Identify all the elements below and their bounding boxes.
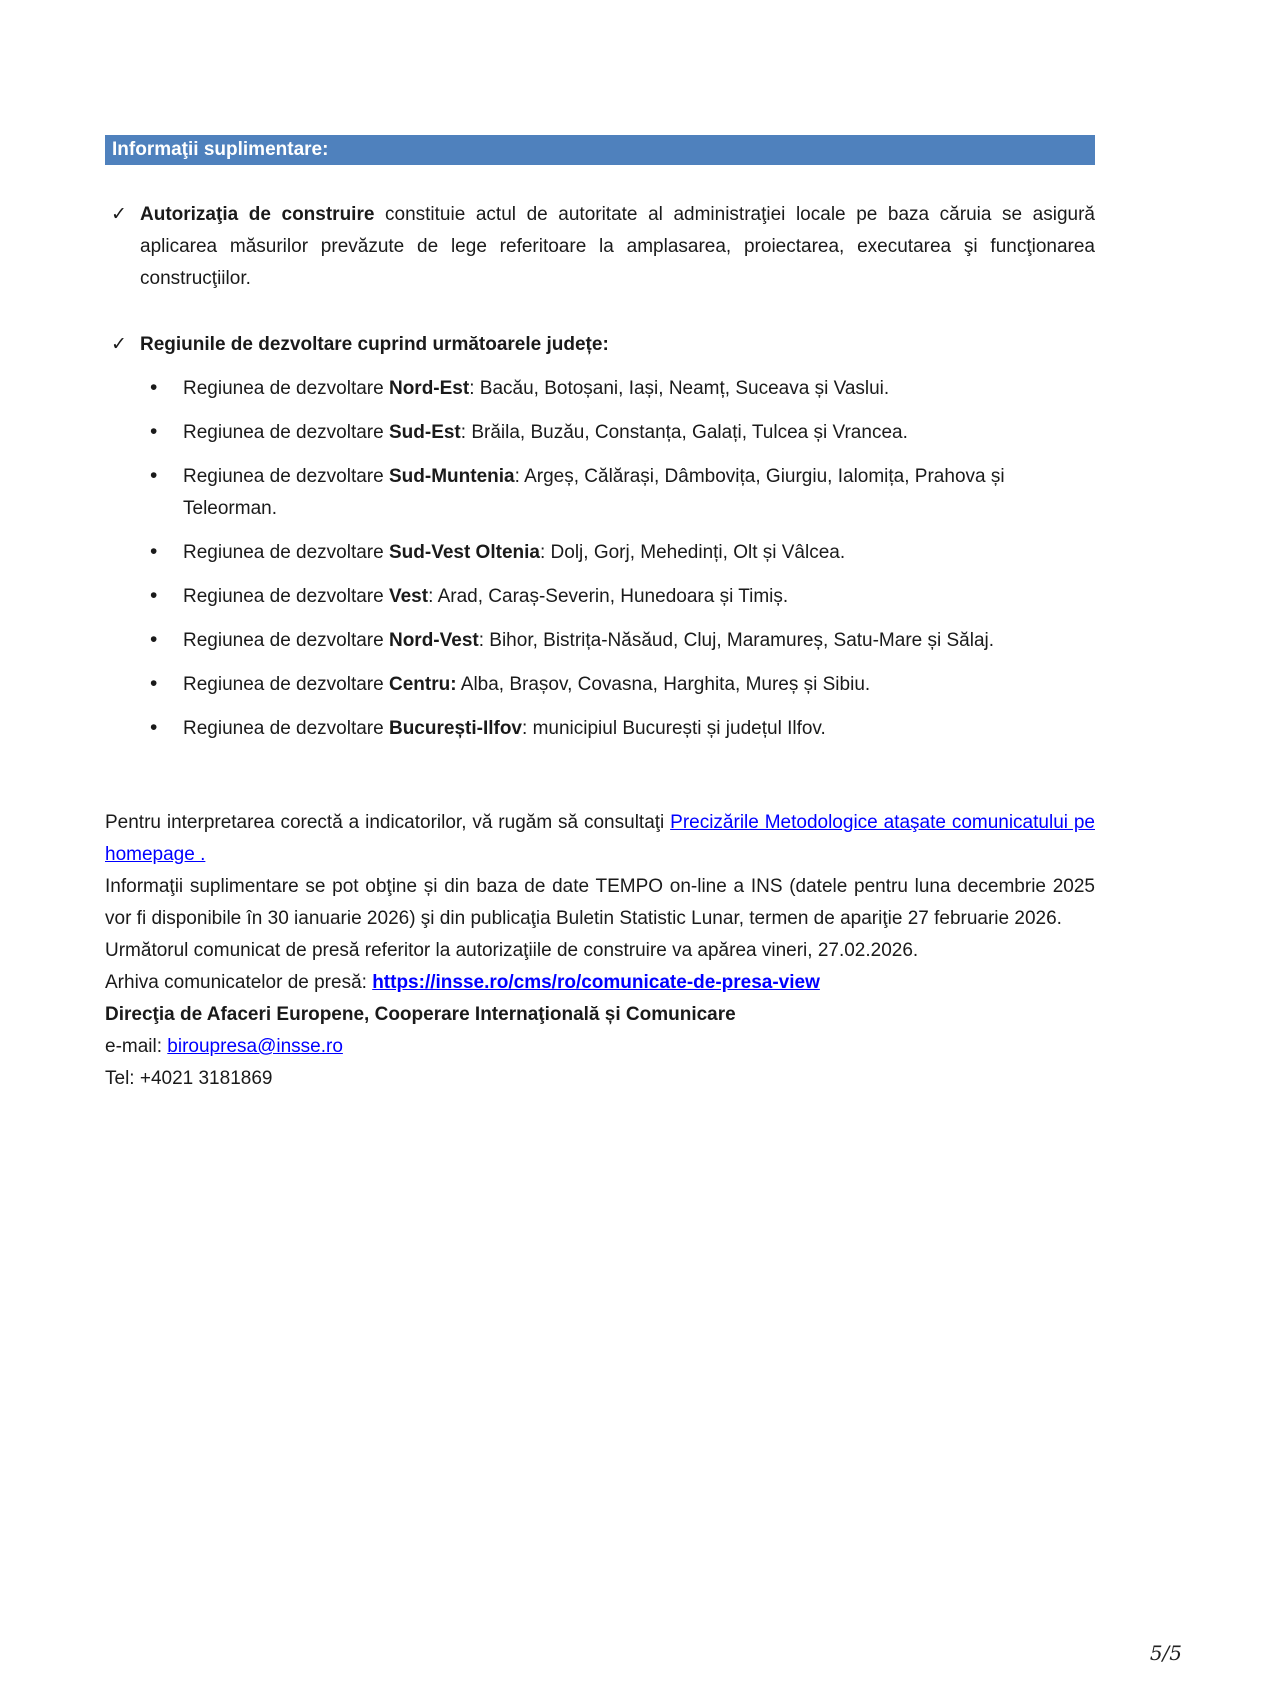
bullet-counties: : Argeș, Călărași, Dâmbovița, Giurgiu, Ialomița, Prahova și Teleorman. [183,466,1005,519]
list-item-sud-est [105,417,1095,449]
paragraph-text: Pentru interpretarea corectă a indicatorilor, vă rugăm să consultaţi [105,812,671,833]
link-email-biroupresa[interactable]: biroupresa@insse.ro [167,1036,343,1057]
check-item-rest-text: constituie actul de autoritate al administraţiei locale pe baza căruia se asigură aplicarea măsurilor prevăzute de lege referitoare la amplasarea, proiectarea, executarea şi funcţionarea construcţiilor. [140,204,1095,289]
paragraph-arhiva [105,967,1095,999]
paragraph-interpretare [105,807,1095,871]
bullet-icon: • [150,376,158,399]
bullet-icon: • [150,584,158,607]
bullet-region-name: Centru: [388,674,457,695]
bullet-icon: • [150,464,158,487]
link-precizari-metodologice[interactable]: Precizările Metodologice ataşate comunicatului pe homepage . [105,812,1095,865]
bullet-counties: : Dolj, Gorj, Mehedinți, Olt și Vâlcea. [539,542,846,563]
paragraph-urmatorul-comunicat: Următorul comunicat de presă referitor la autorizaţiile de construire va apărea vineri, 27.02.2026. [105,940,919,961]
link-arhiva-comunicate[interactable]: https://insse.ro/cms/ro/comunicate-de-presa-view [372,972,820,993]
check-icon: ✓ [111,204,127,225]
bullet-region-name: București-Ilfov [388,718,523,739]
bullet-prefix: Regiunea de dezvoltare [183,674,389,695]
bullet-region-name: Sud-Vest Oltenia [388,542,540,563]
section-header-bar [105,135,1095,165]
paragraph-text: Arhiva comunicatelor de presă: [105,972,373,993]
bullet-prefix: Regiunea de dezvoltare [183,630,389,651]
list-item-centru [105,669,1095,701]
bullet-counties: Alba, Brașov, Covasna, Harghita, Mureș și Sibiu. [456,674,871,695]
list-item-bucuresti-ilfov [105,713,1095,745]
bullet-region-name: Nord-Est [388,378,470,399]
document-page [105,135,1095,1095]
bullet-counties: : Brăila, Buzău, Constanța, Galați, Tulcea și Vrancea. [460,422,908,443]
bullet-region-name: Sud-Est [388,422,461,443]
list-item-sud-vest-oltenia [105,537,1095,569]
page-number: 5/5 [1149,1641,1182,1665]
bullet-counties: : municipiul București și județul Ilfov. [522,718,826,739]
check-item-bold-text: Autorizaţia de construire [140,204,375,225]
bullet-prefix: Regiunea de dezvoltare [183,378,389,399]
check-icon: ✓ [111,334,127,355]
paragraph-directia: Direcţia de Afaceri Europene, Cooperare Internaţională și Comunicare [105,1004,736,1025]
bullet-icon: • [150,628,158,651]
bullet-prefix: Regiunea de dezvoltare [183,542,389,563]
footer-paragraphs [105,807,1095,1095]
paragraph-telefon: Tel: +4021 3181869 [105,1068,273,1089]
check-item-bold-text: Regiunile de dezvoltare cuprind următoarele județe: [140,334,609,355]
bullet-prefix: Regiunea de dezvoltare [183,586,389,607]
bullet-icon: • [150,420,158,443]
bullet-icon: • [150,540,158,563]
bullet-region-name: Nord-Vest [388,630,479,651]
paragraph-email [105,1031,1095,1063]
paragraph-text: e-mail: [105,1036,168,1057]
bullet-icon: • [150,672,158,695]
bullet-prefix: Regiunea de dezvoltare [183,466,389,487]
list-item-nord-vest [105,625,1095,657]
section-header-title: Informaţii suplimentare: [112,139,329,160]
check-item-autorizatia [105,199,1095,295]
bullet-region-name: Vest [388,586,429,607]
list-item-nord-est [105,373,1095,405]
bullet-counties: : Arad, Caraș-Severin, Hunedoara și Timiș. [428,586,789,607]
regions-bullet-list [105,373,1095,745]
check-item-regiunile [105,329,1095,361]
list-item-vest [105,581,1095,613]
list-item-sud-muntenia [105,461,1095,525]
bullet-icon: • [150,716,158,739]
paragraph-tempo: Informaţii suplimentare se pot obţine și din baza de date TEMPO on-line a INS (datele pentru luna decembrie 2025 vor fi disponibile în 30 ianuarie 2026) şi din publicaţia Buletin Statistic Lunar, termen de apariţie 27 februarie 2026. [105,876,1095,929]
bullet-counties: : Bihor, Bistrița-Năsăud, Cluj, Maramureș, Satu-Mare și Sălaj. [478,630,995,651]
bullet-region-name: Sud-Muntenia [388,466,515,487]
bullet-counties: : Bacău, Botoșani, Iași, Neamț, Suceava și Vaslui. [469,378,890,399]
bullet-prefix: Regiunea de dezvoltare [183,422,389,443]
bullet-prefix: Regiunea de dezvoltare [183,718,389,739]
